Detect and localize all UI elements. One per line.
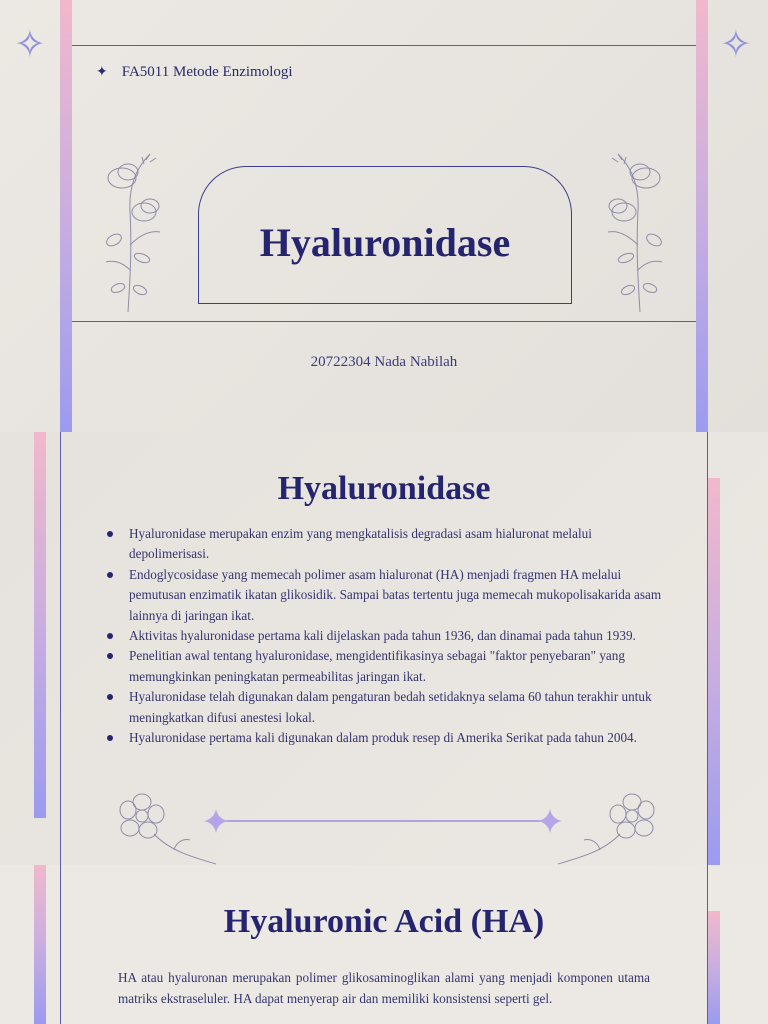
course-name: FA5011 Metode Enzimologi xyxy=(121,64,293,80)
flower-sprig-icon xyxy=(100,150,170,315)
list-item: Penelitian awal tentang hyaluronidase, mengidentifikasinya sebagai "faktor penyebaran" yang memungkinkan peningkatan permeabilitas jaringan ikat. xyxy=(104,646,664,687)
slide-title: Hyaluronidase xyxy=(259,220,511,265)
left-gradient-bar xyxy=(34,865,46,1024)
list-item: Hyaluronidase telah digunakan dalam pengaturan bedah setidaknya selama 60 tahun terakhir untuk meningkatkan difusi anestesi lokal. xyxy=(104,687,664,728)
slide-title: Hyaluronidase xyxy=(277,470,491,507)
list-item: Aktivitas hyaluronidase pertama kali dijelaskan pada tahun 1936, dan dinamai pada tahun 1939. xyxy=(104,626,664,646)
flower-sprig-icon xyxy=(598,150,668,315)
right-gradient-bar xyxy=(708,478,720,865)
left-frame-line xyxy=(60,865,61,1024)
list-item: Hyaluronidase merupakan enzim yang mengkatalisis degradasi asam hialuronat melalui depolimerisasi. xyxy=(104,524,664,565)
title-slide xyxy=(0,0,768,432)
sparkle-icon: ✧ xyxy=(14,24,46,66)
author-line: 20722304 Nada Nabilah xyxy=(310,354,458,370)
content-slide-hyaluronidase xyxy=(0,432,768,865)
body-paragraph: HA atau hyaluronan merupakan polimer glikosaminoglikan alami yang menjadi komponen utama matriks ekstraseluler. HA dapat menyerap air dan memiliki konsistensi seperti gel. xyxy=(118,970,650,1006)
list-item: Endoglycosidase yang memecah polimer asam hialuronat (HA) menjadi fragmen HA melalui pemutusan enzimatik ikatan glikosidik. Sampai batas tertentu juga memecah mukopolisakarida asam lainnya di jaringan ikat. xyxy=(104,565,664,626)
list-item: Hyaluronidase pertama kali digunakan dalam produk resep di Amerika Serikat pada tahun 2004. xyxy=(104,728,664,748)
four-point-star-icon: ✦ xyxy=(96,65,108,80)
bullet-list xyxy=(104,524,664,748)
right-frame-line xyxy=(707,865,708,1024)
flower-icon xyxy=(548,792,658,865)
content-slide-hyaluronic-acid xyxy=(0,865,768,1024)
course-label xyxy=(96,64,293,81)
sparkle-divider xyxy=(200,808,570,834)
slide-title: Hyaluronic Acid (HA) xyxy=(223,903,545,940)
sparkle-icon: ✧ xyxy=(720,24,752,66)
bottom-divider xyxy=(72,321,696,322)
title-frame xyxy=(198,166,572,304)
top-divider xyxy=(72,45,696,46)
flower-icon xyxy=(116,792,226,865)
